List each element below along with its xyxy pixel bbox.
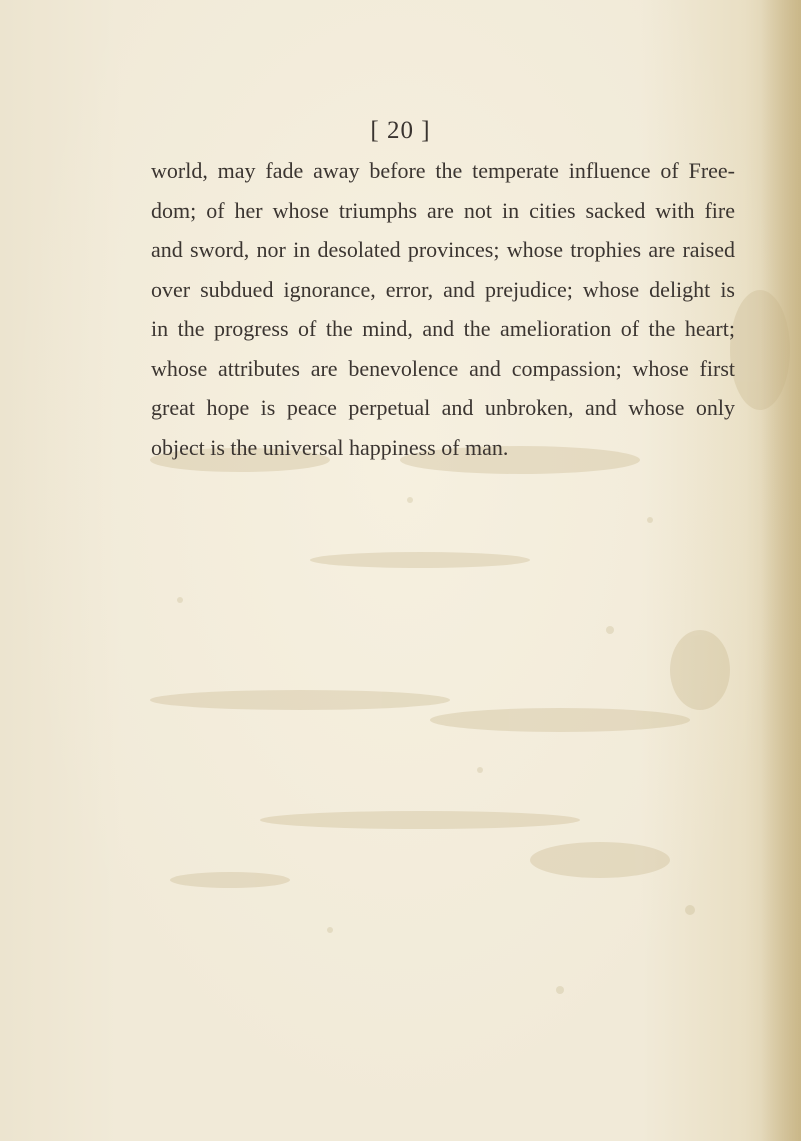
body-paragraph [151, 151, 735, 467]
text-line: whose attributes are benevolence and compassion; whose first [151, 355, 735, 381]
text-line: in the progress of the mind, and the amelioration of the heart; [151, 316, 735, 341]
text-line: object is the universal happiness of man. [151, 434, 509, 460]
text-line: world, may fade away before the temperate influence of Free- [151, 158, 735, 183]
text-line: over subdued ignorance, error, and prejudice; whose delight is [151, 276, 735, 302]
page-number: [ 20 ] [370, 117, 431, 144]
text-line: and sword, nor in desolated provinces; whose trophies are raised [151, 237, 735, 262]
text-line: great hope is peace perpetual and unbroken, and whose only [151, 395, 735, 420]
text-line: dom; of her whose triumphs are not in cities sacked with fire [151, 197, 735, 223]
